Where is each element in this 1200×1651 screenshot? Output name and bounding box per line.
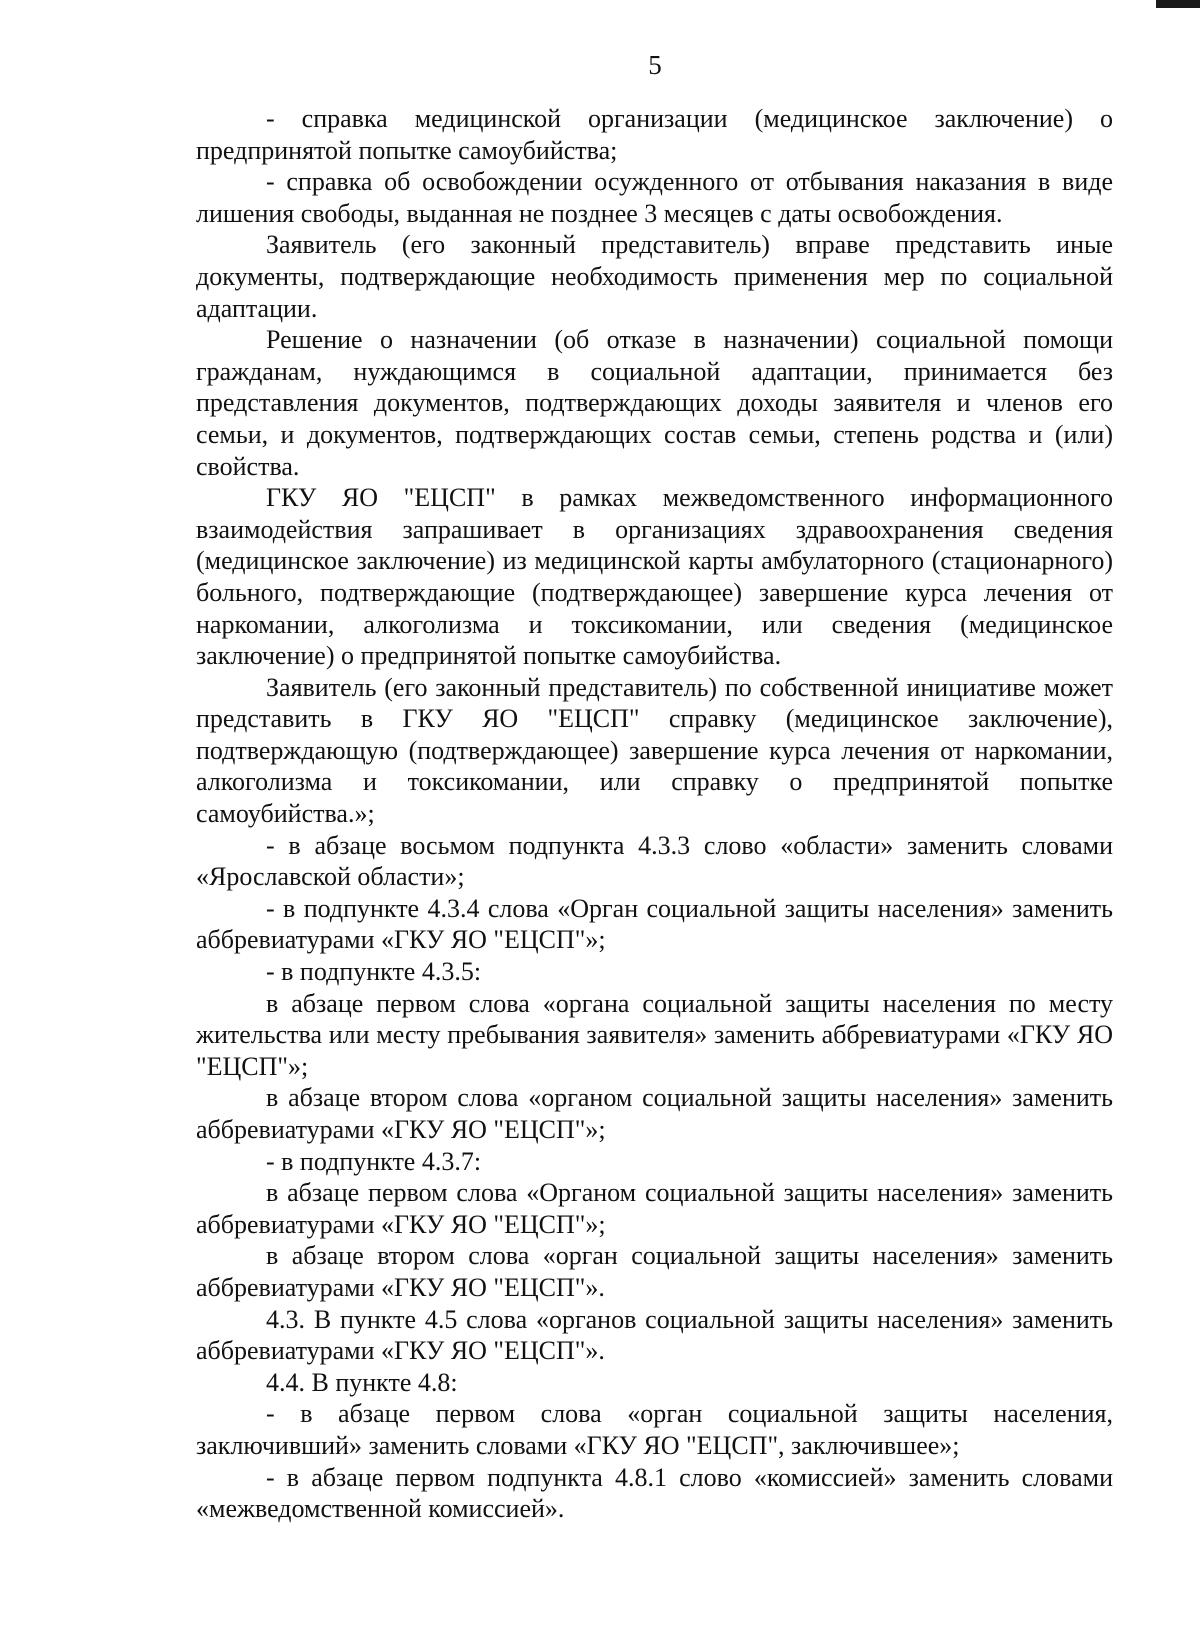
paragraph-amend-4-3-7: - в подпункте 4.3.7: [266,1146,482,1176]
paragraph-item-4-4: 4.4. В пункте 4.8: [266,1367,458,1397]
paragraph-4-3-5-second: в абзаце втором слова «органом социальной защиты населения» заменить аббревиатурами «ГКУ ЯО "ЕЦСП"»; [196,1083,1113,1144]
paragraph-amend-4-3-3: - в абзаце восьмом подпункта 4.3.3 слово «области» заменить словами «Ярославской области»; [196,830,1113,892]
paragraph-medical-certificate-suicide-attempt: - справка медицинской организации (медицинское заключение) о предпринятой попытке самоубийства; [196,104,1113,165]
paragraph-amend-4-3-4: - в подпункте 4.3.4 слова «Орган социальной защиты населения» заменить аббревиатурами «ГКУ ЯО "ЕЦСП"»; [196,893,1113,955]
paragraph-applicant-initiative: Заявитель (его законный представитель) по собственной инициативе может представить в ГКУ ЯО "ЕЦСП" справку (медицинское заключение), подтверждающую (подтверждающее) завершение курса лечения от наркомании, алкоголизма и токсикомании, или справку о предпринятой попытке самоубийства.»; [196,672,1113,829]
paragraph-release-certificate: - справка об освобождении осужденного от отбывания наказания в виде лишения свободы, выданная не позднее 3 месяцев с даты освобождения. [196,167,1113,228]
paragraph-decision-without-documents: Решение о назначении (об отказе в назначении) социальной помощи гражданам, нуждающимся в социальной адаптации, принимается без представления документов, подтверждающих доходы заявителя и членов его семьи, и документов, подтверждающих состав семьи, степень родства и (или) свойства. [196,325,1113,481]
paragraph-item-4-3: 4.3. В пункте 4.5 слова «органов социальной защиты населения» заменить аббревиатурами «ГКУ ЯО "ЕЦСП"». [196,1304,1113,1366]
scan-corner-mark [1156,0,1200,8]
paragraph-other-documents: Заявитель (его законный представитель) вправе представить иные документы, подтверждающие необходимость применения мер по социальной адаптации. [196,230,1113,323]
paragraph-4-3-5-first: в абзаце первом слова «органа социальной защиты населения по месту жительства или месту пребывания заявителя» заменить аббревиатурами «ГКУ ЯО "ЕЦСП"»; [196,988,1113,1081]
paragraph-interagency-request: ГКУ ЯО "ЕЦСП" в рамках межведомственного информационного взаимодействия запрашивает в организациях здравоохранения сведения (медицинское заключение) из медицинской карты амбулаторного (стационарного) больного, подтверждающие (подтверждающее) завершение курса лечения от наркомании, алкоголизма и токсикомании, или сведения (медицинское заключение) о предпринятой попытке самоубийства. [196,483,1113,671]
paragraph-4-3-7-second: в абзаце втором слова «орган социальной защиты населения» заменить аббревиатурами «ГКУ ЯО "ЕЦСП"». [196,1241,1113,1302]
paragraph-4-8-first: - в абзаце первом слова «орган социальной защиты населения, заключивший» заменить словами «ГКУ ЯО "ЕЦСП", заключившее»; [196,1399,1113,1460]
paragraph-4-8-1: - в абзаце первом подпункта 4.8.1 слово «комиссией» заменить словами «межведомственной комиссией». [196,1462,1113,1524]
page-number: 5 [648,50,662,80]
paragraph-amend-4-3-5: - в подпункте 4.3.5: [266,957,482,987]
document-body [196,103,1113,1525]
paragraph-4-3-7-first: в абзаце первом слова «Органом социальной защиты населения» заменить аббревиатурами «ГКУ ЯО "ЕЦСП"»; [196,1178,1113,1239]
